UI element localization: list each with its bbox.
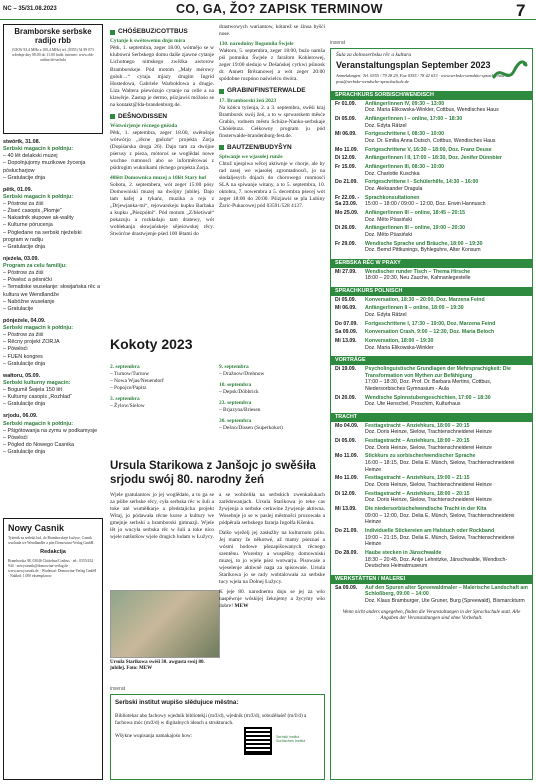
plan-date: Di 12.09.	[335, 490, 357, 497]
plan-date: Mo 04.09.	[335, 422, 359, 429]
program-line: – Gratulacije dnja	[3, 360, 45, 367]
plan-date: Di 26.09.	[335, 225, 357, 232]
plan-section-heading: VORTRÄGE	[331, 356, 532, 365]
plan-date: Di 05.09.	[335, 116, 357, 123]
plan-date: Di 20.09.	[335, 394, 357, 401]
kokoty-place: – Nowa Wjas/Neuendorf	[110, 378, 164, 385]
plan-row	[331, 490, 532, 505]
ursula-text-right	[219, 492, 325, 613]
plan-date: Sa 09.09.	[335, 584, 358, 591]
program-line: – FUEN kongres	[3, 353, 43, 360]
article-title: 17. Bramborski žeń 2023	[219, 97, 277, 104]
plan-row	[331, 304, 532, 319]
plan-row	[331, 437, 532, 452]
plan-event: Festtagstracht – Anziehkurs, 18:00 – 20:15 Doz. Doris Heinze, Sielow, Trachtenschneiderei Heinze	[365, 438, 492, 451]
snake-logo-icon	[492, 55, 528, 85]
program-line: – Póstrow za źiśi	[3, 332, 44, 339]
section-heading: GRABIN/FINSTERWALDE	[219, 87, 325, 95]
plan-date: Fr 01.09.	[335, 100, 357, 107]
nowy-casnik-box	[3, 518, 103, 780]
plan-event: Die niedersorbische/wendische Tracht in der Kita 09:00 – 12:00, Doz. Delia E. Münch, Sielow, Trachtenschneiderei Heinze	[365, 505, 515, 526]
plan-row	[331, 146, 532, 155]
rbb-title: Bramborske serbske radijo rbb	[14, 27, 92, 45]
kokoty-place: – Popojce/Papitz	[110, 385, 147, 392]
program-line: – Rěcny projekt ZORJA	[3, 339, 60, 346]
ursula-text-left	[110, 492, 214, 544]
plan-date: Mi 13.09.	[335, 337, 357, 344]
kokoty-place: – Dražnow/Drehnow	[219, 371, 265, 378]
kokoty-place: – Žylow/Sielow	[110, 403, 145, 410]
program-day: wałtoru, 05.09.	[3, 372, 41, 379]
plan-event: Wendische Spinnstubengeschichten, 17:00 – 18:30 Doz. Ute Henschel, Proschim, Kulturhaus	[365, 394, 491, 408]
plan-date: Mo 11.09.	[335, 453, 359, 460]
plan-section-heading: SPRACHKURS POLNISCH	[331, 287, 532, 296]
program-line: – Bogumił Šwjela 150 lět	[3, 387, 63, 393]
plan-date: Do 28.09.	[335, 549, 358, 556]
plan-event: Wendischer runder Tisch – Thema Hirsche 18:00 – 20:30, Neu Zauche, Kahnanlegestelle	[365, 268, 471, 282]
plan-date: Mo 25.09.	[335, 209, 359, 216]
plan-section-heading: SPRACHKURS SORBISCH/WENDISCH	[331, 91, 532, 100]
plan-event: Sprachkonsultationen 15:00 – 18:00 / 09:00 – 12:00, Doz. Erwin Hannusch	[365, 194, 486, 208]
plan-event: Konversation Crash, 9:00 – 12:30, Doz. Maria Beloch	[365, 329, 495, 336]
plan-date: Di 12.09.	[335, 155, 357, 162]
plan-row	[331, 320, 532, 329]
plan-row	[331, 115, 532, 130]
article-title: Wótwórjenje rěcnego gnězda	[110, 123, 178, 130]
section-heading: CHÓŚEBUZ/COTTBUS	[110, 28, 214, 36]
program-show: Serbski magacin k połdnju:	[3, 146, 74, 153]
program-show: Serbski magacin k połdnju:	[3, 420, 74, 427]
article-text: K jeje 80. narodnemu dnju se jej za wšo naspěwnje wóskijej žeknjemy a žycymy wšo dobre! MEW	[219, 589, 325, 610]
plan-section-heading: SERBSKA RĚC W PRAXY	[331, 259, 532, 268]
program-line: – Nabóžne wusełanje	[3, 298, 55, 305]
photo-caption: Ursula Starikowa swěśi 30. awgusta swój 80. jubilej. Foto: MEW	[110, 660, 205, 672]
plan-section-heading: WERKSTÄTTEN / MALEREI	[331, 575, 532, 584]
plan-event: Anfänger/innen III – online, 19:00 – 20:30 Doz. Měto Pśasiński	[365, 225, 466, 238]
plan-event: Stickkurs zu sorbischer/wendischer Sprache 16:00 – 18:15, Doz. Delia E. Münch, Sielow, Trachtenschneiderei Heinze	[365, 453, 515, 473]
plan-event: Anfänger/innen IV, 09:30 – 13:00 Doz. Maria Elikowska-Winkler, Cottbus, Wendisches Haus	[365, 100, 499, 114]
kokoty-place: – Brjazyna/Briesen	[219, 407, 261, 414]
article-text: Wałtoru, 5. septembra, zeger 18:00, buźo namša pśi pomniku Šwjele z farařom Kohlerowej, zeger 19:00 sledujo w Dešańskej cyrkwi pśinosk dr. Annett Brězanowej a wót zeger 20:00 spódobne rozpóno naświelcu dwóra.	[219, 48, 325, 83]
square-icon	[110, 30, 115, 35]
inserat-label: inserat	[110, 686, 126, 692]
issue-label: NC – 35/31.08.2023	[3, 6, 57, 12]
inserat-label: inserat	[330, 40, 346, 46]
kokoty-place: – Depsk/Döbbrick	[219, 389, 259, 396]
article-text: Dalšo wježelj jej zasłužby na kulturnom pólu. Jej mamy že někotwé, až mamy pśeznaś a wósmi hodowe pšezapišowanych rěcnego szentěnu. Wuredny a wuspěšny domowniski muzej, to jo wjele pśez wotwarju. Pisowaśe a wjeselenje aktiwně naga za spisowaśe. Ursula Starikowa jo se rady wobtalowała za serbske tucy wjela na Dolnej Łužycy.	[219, 530, 325, 586]
veranstaltungsplan	[330, 48, 533, 780]
plan-row	[331, 337, 532, 352]
plan-footnote: Wenn nicht anders angegeben, finden die Veranstaltungen in der Sprachschule statt. Alle Angaben der Veranstaltungen sind ohne Vorbehalt.	[342, 609, 521, 622]
kokoty-date: 23. septembra	[219, 400, 252, 407]
plan-row	[331, 584, 532, 606]
program-show: Serbski magacin k połdnju:	[3, 193, 74, 200]
program-line: – Gratulacije dnja	[3, 449, 45, 455]
plan-row	[331, 268, 532, 283]
nc-redakcija: Redakcija	[40, 548, 66, 555]
plan-event: Individuelle Stickereien am Halstuch oder Rockband 19:00 – 21:15, Doz. Delia E. Münch, Sielow, Trachtenschneiderei Heinze	[365, 527, 515, 548]
plan-event: Konversation, 18:30 – 20:00, Doz. Marzena Feind	[365, 296, 485, 303]
ursula-photo	[110, 590, 220, 658]
plan-date: Sa 09.09.	[335, 329, 358, 336]
article-text: Pětk, 1. septembra, zeger 18.00, wótmějo se w klubowni Serbskego domu dalše zjawne cytanje Lichotnego nimskego zwěźka awtorow Bramborskeje. Pód motom „Mały mérowy golub…“ cytaju mjazy drugim Ingrid Hustedowa, Gabriele Warbołdowa a drugje. Liza Waltera pśewózujo cytanje na celle a na klawěrje. Zastup je dermo, pśizjawiś móžośo se na kontakt@lda-brandenburg.de.	[110, 45, 214, 108]
article-text: drastwowych wariantow, kótarež se źinsa byšći nose.	[219, 24, 325, 38]
plan-title: Veranstaltungsplan September 2023	[336, 59, 491, 70]
square-icon	[219, 145, 224, 150]
plan-row	[331, 452, 532, 474]
plan-row	[331, 328, 532, 337]
program-line: – Pówěsć a pěsnički	[3, 277, 52, 284]
plan-date: Do 21.09.	[335, 527, 358, 534]
kokoty-date: 3. septembra	[110, 396, 140, 403]
article-text: Wjele gratulantow jo jej woglědało, a to ga se za pśibe serbske rěcy, cyła serbska rěc w šuli a toke até wuměłkarje a předstajicha projekt Witaj, jo pódawała rěcne kurse a kultury we gmejnje serbski a bramborski gimnazji. Wjele lět jo wucyła serbska rěc w šuli a toke nico wjele natšutšow wjele drugich ludam w Łužycy.	[110, 492, 214, 541]
article-title: 130. narodniny Bogumiła Šwjele	[219, 41, 294, 48]
program-line: – Žiseć casopis „Płomje“	[3, 208, 62, 215]
program-line: – Dopołnjujomy muzikowe žycenja pósłucharjow	[3, 160, 86, 174]
plan-event: Fortgeschrittene I, 17:30 – 19:00, Doz. Marzena Feind	[365, 320, 496, 327]
plan-date: Di 05.09.	[335, 296, 357, 303]
si-link-text: Wšykne wupisanja namakajośo how:	[115, 732, 193, 739]
article-title: Spiwanje we wjasołej runže	[219, 154, 283, 161]
nc-title: Nowy Casnik	[8, 523, 65, 533]
program-line: – Gratulacije dnja	[3, 174, 45, 181]
qr-code-icon[interactable]	[244, 727, 272, 755]
plan-date: Mi 06.09.	[335, 305, 357, 312]
plan-date: Fr 29.09.	[335, 240, 357, 247]
program-line: – Gratulacije dnja	[3, 401, 45, 408]
kokoty-place: – Turnow/Turnow	[110, 371, 150, 378]
kokoty-title: Kokoty 2023	[110, 336, 193, 352]
program-line: – Pšigótowanja na zymu w podkamysje	[3, 427, 98, 434]
article-title: 40lětt Domownica muzej a 10lět Stary hof	[110, 175, 207, 182]
plan-date: Mo 11.09.	[335, 146, 359, 153]
section-heading: DEŠNO/DISSEN	[110, 113, 214, 121]
kokoty-date: 10. septembra	[219, 382, 252, 389]
si-title: Serbski institut wupišo slědujuce městna:	[115, 699, 239, 706]
rbb-box	[3, 24, 103, 134]
plan-event: Festtagstracht – Anziehkurs, 19:00 – 21:15 Doz. Doris Heinze, Sielow, Trachtenschneiderei Heinze	[365, 475, 492, 488]
program-line: – 40 lět delakski muzej	[3, 153, 58, 160]
page-header	[0, 0, 536, 20]
plan-event: Fortgeschrittene I - Schülerhilfe, 14:30 – 16:00 Doz. Aleksander Dragula	[365, 179, 479, 192]
plan-event: Anfänger/innen III, 08:30 – 10:00 Doz. Charlotte Kuschka	[365, 164, 444, 177]
plan-row	[331, 365, 532, 394]
program-day: srjodu, 06.09.	[3, 413, 38, 420]
article-text: Sobotu, 2. septembera, wót zeger 15:00 pósy Domowniski muzej na dwójny jubilej. Dajo tam kafej a tykańc, muzika a rejs z „Drjewjanka-mi“, rejowarskeju kupku Barbaka a kupku „Pśezpółní“. Pód motom „Z/bšetiwał“ pokazuju a rozkładaju tam dratewy, wót woblekanja słowjańskeje sějeśowskej rěcy. Stwórćne drastwjenje pśed 100 lětami do	[110, 182, 214, 238]
plan-row	[331, 163, 532, 178]
kokoty-date: 2. septembra	[110, 364, 140, 370]
plan-date: Mo 11.09.	[335, 475, 359, 482]
square-icon	[219, 89, 224, 94]
plan-row	[331, 422, 532, 437]
plan-date: Di 05.09.	[335, 438, 357, 445]
program-show: Serbski magacin k połdnju:	[3, 325, 74, 331]
plan-row	[331, 130, 532, 145]
plan-date: Do 21.09.	[335, 179, 358, 186]
si-logo: Serbski institut Sorbisches Institut	[276, 735, 306, 744]
program-day: pónjeźele, 04.09.	[3, 317, 46, 324]
rbb-info: (UKW 93,4 MHz a 100,4 MHz) tel. (0355) 54 99 073 wšednje dny 08:00 do 11:00 hodź. internet: www.rbb-online.de/serbski	[12, 47, 94, 62]
plan-row	[331, 527, 532, 549]
program-day: stwórtk, 31.08.	[3, 139, 41, 145]
plan-date: Do 07.09.	[335, 320, 358, 327]
plan-event: Anfänger/innen I – online, 17:00 – 18:30 Doz. Edyta Rätzel	[365, 116, 463, 129]
serbski-institut-ad	[110, 694, 325, 780]
plan-row	[331, 296, 532, 305]
plan-subtitle: Šula za dolnoserbsku rěc a kulturu	[336, 52, 412, 58]
plan-event: Anfänger/innen I II, 17:00 – 18:30, Doz. Jenifer Dünnbier	[365, 155, 502, 162]
plan-sections	[331, 91, 532, 606]
kokoty-list-left	[110, 360, 214, 410]
article-text: Chtož njespiwa wěcej aktiwnje w chorje, ale by rad zasej we wjasołej zgromadnosći, jo na słodaljesych dnjach do chorowego runmosći SLA na spiwanje witany, a to 5. septembra, 10. oktobra, 7. nowembra a 5. decembra pśecej wót zeger 18:00 do 20:00. Pśizjawiś se pla Lubiny Žaric-Pukacowej pód 03591/528 4137.	[219, 161, 325, 210]
program-line: – Pówěsći	[3, 346, 28, 353]
article-text: Pětk, 1. septembra, zeger 18.00, swětošnje wótwórjo „rěcne gnězdo“ projekta Zorja (Dopiśarska droga 26). Dajo tam za dwójne pśerusy z pśeza, mótoroś se woglědaś nowe wuchne rumnosći abo se informěrowaś z pśidrogim wuknikami rěcnego projekta Zorja.	[110, 130, 214, 172]
plan-date: Fr 22.09. - Sa 23.09.	[335, 194, 360, 208]
plan-event: Haube stecken in Jänschwalde 18:30 – 20:45, Doz. Antje Lehnitzke, Jänschwalde, Wendisch-Deutsches Heimatmuseum	[365, 549, 508, 570]
plan-event: Anfänger/innen II – online, 18:00 – 19:30 Doz. Edyta Rätzel	[365, 305, 464, 318]
article-title: Cytanje k swětowemu dnju mira	[110, 38, 186, 45]
plan-event: Festtagstracht – Anziehkurs, 18:00 – 20:15 Doz. Doris Heinze, Sielow, Trachtenschneiderei Heinze	[365, 422, 492, 436]
plan-section-heading: TRACHT	[331, 413, 532, 422]
kokoty-date: 30. septembra	[219, 418, 252, 425]
radio-column	[3, 24, 103, 456]
plan-event: Konversation, 18:00 – 19:30 Doz. Maria Elikowska-Winkler	[365, 337, 434, 351]
plan-event: Auf den Spuren alter Spreewaldmaler – Malerische Landschaft am Schloßberg, 09:00 – 14:00 Doz. Klaus Bramburger, Ute Gruner, Burg (Spreewald), Bismarckturm	[365, 584, 528, 604]
program-line: – Póstrow za źiśi	[3, 270, 44, 277]
nc-details: Bramborska 98, 03046 Chóśebuz/Cottbus · tel.: 0355/432 944 · nowycasnik@domowina-verlag.de · www.nowycasnik.de · Wudawaŕ: Domowina-Verlag GmbH · Nakład: 1.000 eksemplarow	[8, 558, 97, 578]
program-day: njeźela, 03.09.	[3, 255, 39, 262]
plan-row	[331, 474, 532, 489]
program-line: – Pógled do Nowego Casnika	[3, 441, 75, 448]
program-line: – Kulturny casopis „Rozhlad“	[3, 394, 72, 401]
ursula-headline: Ursula Starikowa z Janšojc jo swěśiła srjodu swój 80. narodny žeń	[110, 460, 316, 486]
plan-date: Mi 06.09.	[335, 131, 357, 138]
plan-row	[331, 394, 532, 409]
column-middle-1	[110, 24, 214, 241]
plan-row	[331, 194, 532, 209]
article-text: a se wobźeliła na serbskich zwenkašukach zarědowanjach. Ursula Starikowa jo teke cas žywjenja a serbske cerkwine žywjenje aktiwna. Wosebnje jo se w paslej městnošci prozowała a pódpěrala serbskego fararja Ingolfa Kšenku.	[219, 492, 325, 527]
plan-row	[331, 209, 532, 224]
plan-row	[331, 240, 532, 255]
program-show: Serbski kulturny magacin:	[3, 379, 71, 386]
program-line: – Tematiske wusełanje: słowjańska rěc a kultura we Wendlandže	[3, 284, 100, 298]
plan-date: Mi 13.09.	[335, 505, 357, 512]
si-text: Bibliotekar abo fachowy wjednik bibliotekji (m/ž/d), wjednik (m/ž/d), sobuźěłaśeř (m/ž/d) a fachowa móc (m/ž/d) w digitalnych ideach a strukturach.	[115, 712, 307, 726]
program-line: – Gratulacije	[3, 305, 34, 312]
plan-contact: Anmeldungen: Tel. 0355 / 79 28 29, Fax 0355 / 78 42 633 · www.serbsko-wendsko-sprachschule.de · post@serbske-wendsche-sprachschule.de	[336, 73, 513, 84]
page-number: 7	[516, 1, 526, 20]
program-day: pětk, 01.09.	[3, 186, 33, 193]
nc-text: Tyźenik za serbski lud, do Bramborskeje Łužyce. Casnik wuchada we Wendlandže a pón Domowina-Verlag GmbH.	[8, 536, 95, 546]
kokoty-list-right	[219, 360, 325, 432]
plan-date: Di 19.09.	[335, 366, 357, 373]
plan-row	[331, 224, 532, 239]
kokoty-date: 9. septembra	[219, 364, 249, 370]
plan-event: Anfänger/innen III – online, 18:45 – 20:15 Doz. Měto Pśasiński	[365, 209, 466, 223]
section-heading: BAUTZEN/BUDYŠYN	[219, 144, 325, 152]
plan-row	[331, 505, 532, 527]
plan-row	[331, 549, 532, 571]
program-line: – Nakadnik słupowe ak-wality	[3, 215, 74, 222]
program-line: – Póstrow za źiśi	[3, 201, 44, 207]
plan-row	[331, 178, 532, 193]
program-line: – Gratulacije dnja	[3, 243, 45, 250]
program-line: – Kulturne pórucenja	[3, 222, 53, 229]
kokoty-place: – Dešno/Dissen (Superkokot)	[219, 425, 283, 432]
plan-event: Festtagstracht – Anziehkurs, 18:00 – 20:15 Doz. Doris Heinze, Sielow, Trachtenschneiderei Heinze	[365, 490, 492, 504]
plan-row	[331, 154, 532, 163]
square-icon	[110, 114, 115, 119]
plan-date: Mi 27.09.	[335, 268, 357, 275]
program-line: – Pówěsći	[3, 434, 28, 441]
plan-row	[331, 100, 532, 115]
radio-program	[3, 139, 103, 456]
article-text: Na kóńcu tyźenja, 2. a 3. septembra, swěśi kraj Bramborsk swój žeń, a to w sprwarskem měsće Grabin, rodnem městu Schüze-Nanko-serbskaje Chóśebuza. Cełkowny program ju pód finsterwalde-brandenburg-fest.de.	[219, 104, 325, 139]
program-show: Program za celu familiju:	[3, 263, 67, 269]
column-middle-2	[219, 24, 325, 213]
plan-event: Wendische Sprache und Bräuche, 18:00 – 19:30 Doz. Bernd Pittkunings, Byhleguhre, Alter Konsum	[365, 240, 483, 254]
plan-event: Fortgeschrittene I, 08:30 – 10:00 Doz. Dr. Emilia Anna Dutsch, Cottbus, Wendisches Haus	[365, 131, 496, 145]
program-line: – Pógledane na serbski njeźelski program w radiju	[3, 229, 82, 243]
page-title: CO, GA, ŽO? ZAPISK TERMINOW	[176, 2, 383, 16]
plan-date: Fr 15.09.	[335, 164, 357, 170]
plan-event: Psycholinguistische Grundlagen der Mehrsprachigkeit: Die Transformation von Mythen zur Befähigung 17:00 – 18:30, Doz. Prof. Dr. Barbara Mertins, Cottbus, Niedersorbisches Gymnasium - Aula	[365, 366, 511, 392]
plan-event: Fortgeschrittene V, 16:30 – 18:00, Doz. Franz Deuse	[365, 146, 492, 153]
